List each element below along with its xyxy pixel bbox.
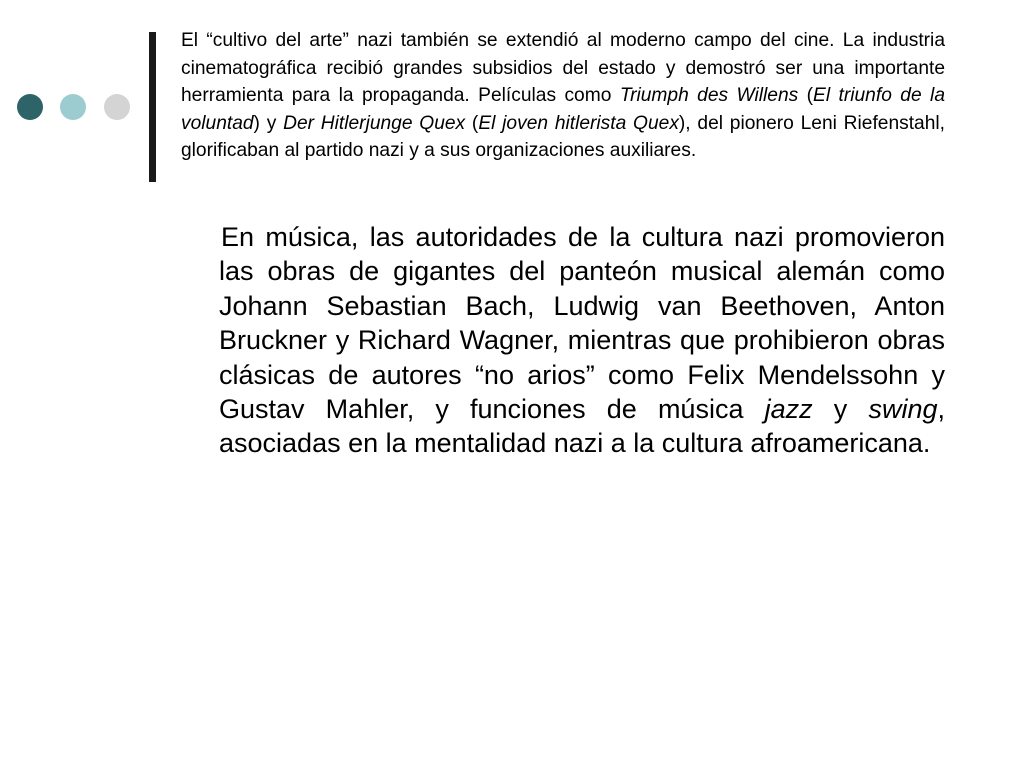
dark-teal-dot [17,94,43,120]
vertical-accent-bar [149,32,156,182]
cinema-text-3: ) y [253,112,284,134]
light-teal-dot [60,94,86,120]
music-paragraph [219,220,945,461]
cinema-text-1: El “cultivo del arte” nazi también se extendió al moderno campo del cine. La industria cinematográfica recibió grandes subsidios del estado y demostró ser una importante herramienta para la propaganda. Películas como [181,30,945,106]
cinema-text-4: ( [465,112,479,134]
cinema-text-5: ), del pionero Leni Riefenstahl, glorificaban al partido nazi y a sus organizaciones auxiliares. [181,112,945,161]
film-title-hitlerjunge: Der Hitlerjunge Quex [283,112,466,134]
gray-dot [104,94,130,120]
cinema-paragraph [181,27,945,165]
music-text-3: , asociadas en la mentalidad nazi a la cultura afroamericana. [219,394,945,459]
genre-jazz: jazz [764,394,813,425]
music-text-1: En música, las autoridades de la cultura nazi promovieron las obras de gigantes del panteón musical alemán como Johann Sebastian Bach, Ludwig van Beethoven, Anton Bruckner y Richard Wagner, mientras que prohibieron obras clásicas de autores “no arios” como Felix Mendelssohn y Gustav Mahler, y funciones de música [219,222,945,425]
film-title-hitlerjunge-es: El joven hitlerista Quex [478,112,679,134]
genre-swing: swing [868,394,938,425]
music-text-2: y [812,394,869,425]
cinema-text-2: ( [798,85,814,106]
film-title-triumph: Triumph des Willens [619,85,799,106]
film-title-triumph-es: El triunfo de la voluntad [181,85,945,134]
